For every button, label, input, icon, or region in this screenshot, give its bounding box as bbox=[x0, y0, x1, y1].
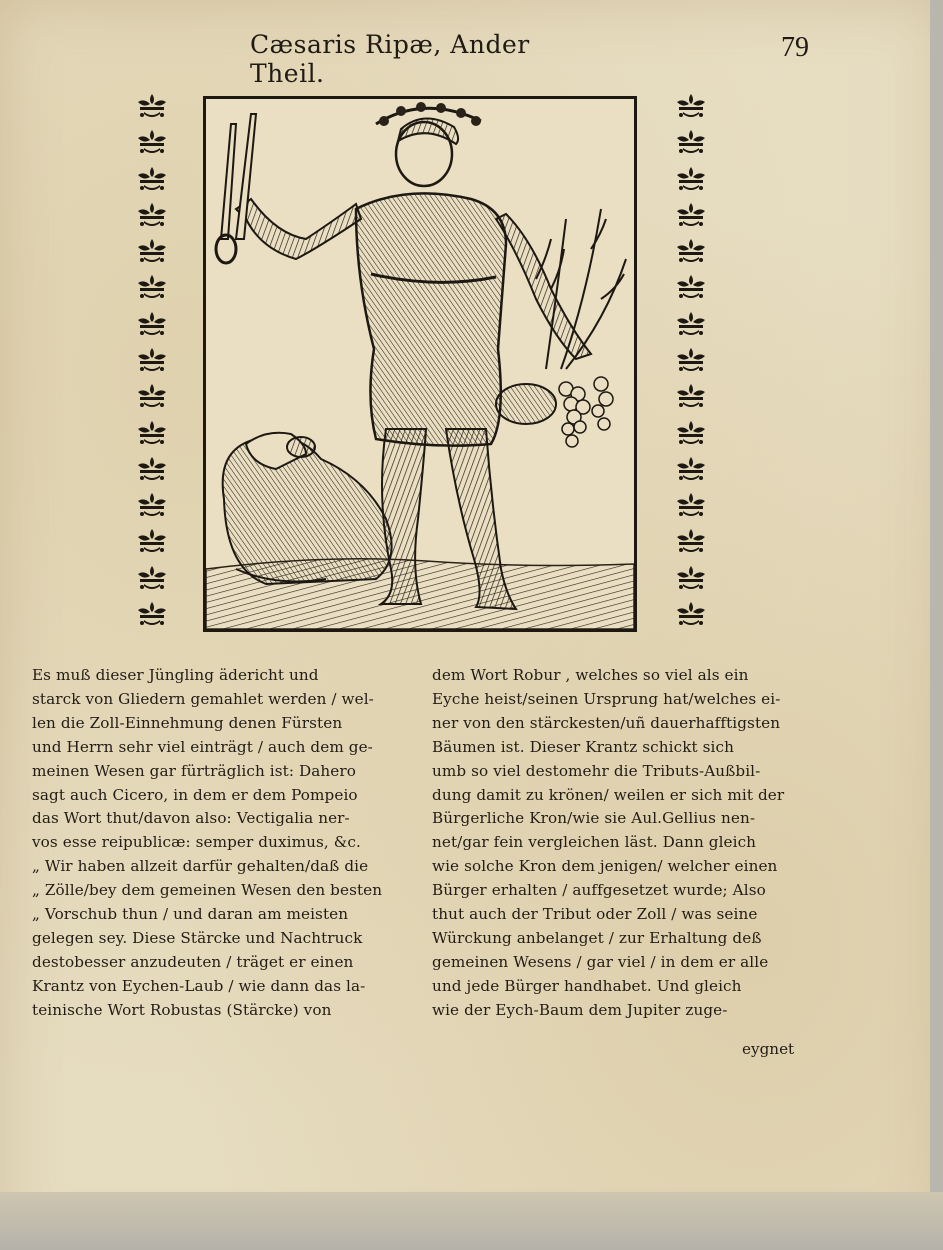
ornament-border-left bbox=[131, 92, 173, 628]
text-line: teinische Wort Robustas (Stärcke) von bbox=[32, 1000, 332, 1019]
text-line: „ Vorschub thun / und daran am meisten bbox=[32, 905, 349, 924]
text-line: dung damit zu krönen/ weilen er sich mit der bbox=[432, 785, 785, 804]
fleuron-ornament-icon bbox=[673, 382, 709, 410]
fleuron-ornament-icon bbox=[134, 92, 170, 120]
fleuron-ornament-icon bbox=[134, 128, 170, 156]
fleuron-ornament-icon bbox=[673, 455, 709, 483]
text-line: und Herrn sehr viel einträgt / auch dem ge- bbox=[32, 737, 373, 756]
text-line: gelegen sey. Diese Stärcke und Nachtruck bbox=[32, 928, 363, 947]
text-line: ner von den stärckesten/uñ dauerhafftigsten bbox=[432, 713, 781, 732]
text-line: gemeinen Wesens / gar viel / in dem er alle bbox=[432, 952, 769, 971]
text-line: Bäumen ist. Dieser Krantz schickt sich bbox=[432, 737, 734, 756]
text-line: net/gar fein vergleichen läst. Dann gleich bbox=[432, 833, 757, 852]
text-line: wie der Eych-Baum dem Jupiter zuge- bbox=[432, 1000, 728, 1019]
fleuron-ornament-icon bbox=[673, 310, 709, 338]
fleuron-ornament-icon bbox=[673, 491, 709, 519]
fleuron-ornament-icon bbox=[673, 346, 709, 374]
fleuron-ornament-icon bbox=[673, 237, 709, 265]
woodcut-image bbox=[206, 99, 634, 629]
text-line: thut auch der Tribut oder Zoll / was seine bbox=[432, 905, 758, 924]
text-line: umb so viel destomehr die Tributs-Außbil- bbox=[432, 761, 761, 780]
page-number: 79 bbox=[781, 32, 809, 63]
text-line: Es muß dieser Jüngling ädericht und bbox=[32, 666, 319, 684]
text-line: wie solche Kron dem jenigen/ welcher einen bbox=[432, 857, 778, 876]
text-column-right bbox=[432, 664, 804, 1023]
fleuron-ornament-icon bbox=[134, 165, 170, 193]
fleuron-ornament-icon bbox=[134, 564, 170, 592]
fleuron-ornament-icon bbox=[673, 92, 709, 120]
woodcut-illustration bbox=[203, 96, 637, 632]
text-line: Eyche heist/seinen Ursprung hat/welches ei- bbox=[432, 689, 781, 708]
text-line: Würckung anbelanget / zur Erhaltung deß bbox=[432, 928, 762, 947]
fleuron-ornament-icon bbox=[673, 419, 709, 447]
fleuron-ornament-icon bbox=[134, 382, 170, 410]
fleuron-ornament-icon bbox=[134, 273, 170, 301]
fleuron-ornament-icon bbox=[134, 527, 170, 555]
text-line: „ Wir haben allzeit darfür gehalten/daß die bbox=[32, 857, 369, 876]
catchword: eygnet bbox=[742, 1040, 795, 1058]
text-line: dem Wort Robur , welches so viel als ein bbox=[432, 666, 749, 684]
ornament-border-right bbox=[670, 92, 712, 628]
fleuron-ornament-icon bbox=[673, 527, 709, 555]
running-head: Cæsaris Ripæ, Ander Theil. bbox=[250, 30, 530, 88]
text-line: und jede Bürger handhabet. Und gleich bbox=[432, 976, 742, 995]
fleuron-ornament-icon bbox=[134, 201, 170, 229]
fleuron-ornament-icon bbox=[134, 310, 170, 338]
text-line: Bürger erhalten / auffgesetzet wurde; Also bbox=[432, 881, 766, 900]
page-edge-right bbox=[930, 0, 943, 1250]
fleuron-ornament-icon bbox=[134, 346, 170, 374]
text-line: meinen Wesen gar fürträglich ist: Dahero bbox=[32, 761, 356, 780]
text-line: len die Zoll-Einnehmung denen Fürsten bbox=[32, 713, 343, 732]
sheep-figure bbox=[223, 433, 392, 584]
fleuron-ornament-icon bbox=[673, 600, 709, 628]
fleuron-ornament-icon bbox=[134, 419, 170, 447]
fleuron-ornament-icon bbox=[673, 564, 709, 592]
text-line: Krantz von Eychen-Laub / wie dann das la- bbox=[32, 976, 366, 995]
fleuron-ornament-icon bbox=[134, 491, 170, 519]
shears bbox=[216, 114, 256, 263]
fleuron-ornament-icon bbox=[673, 201, 709, 229]
fleuron-ornament-icon bbox=[673, 273, 709, 301]
fleuron-ornament-icon bbox=[673, 128, 709, 156]
text-line: destobesser anzudeuten / träget er einen bbox=[32, 952, 354, 971]
text-column-left bbox=[32, 664, 410, 1023]
text-line: „ Zölle/bey dem gemeinen Wesen den besten bbox=[32, 881, 383, 900]
text-line: Bürgerliche Kron/wie sie Aul.Gellius nen- bbox=[432, 809, 756, 828]
fleuron-ornament-icon bbox=[134, 237, 170, 265]
text-line: das Wort thut/davon also: Vectigalia ner- bbox=[32, 809, 350, 828]
page-edge-bottom bbox=[0, 1192, 943, 1250]
fleuron-ornament-icon bbox=[673, 165, 709, 193]
text-line: sagt auch Cicero, in dem er dem Pompeio bbox=[32, 785, 358, 804]
text-line: vos esse reipublicæ: semper duximus, &c. bbox=[32, 833, 361, 852]
text-line: starck von Gliedern gemahlet werden / wel- bbox=[32, 689, 374, 708]
fleuron-ornament-icon bbox=[134, 600, 170, 628]
fleuron-ornament-icon bbox=[134, 455, 170, 483]
